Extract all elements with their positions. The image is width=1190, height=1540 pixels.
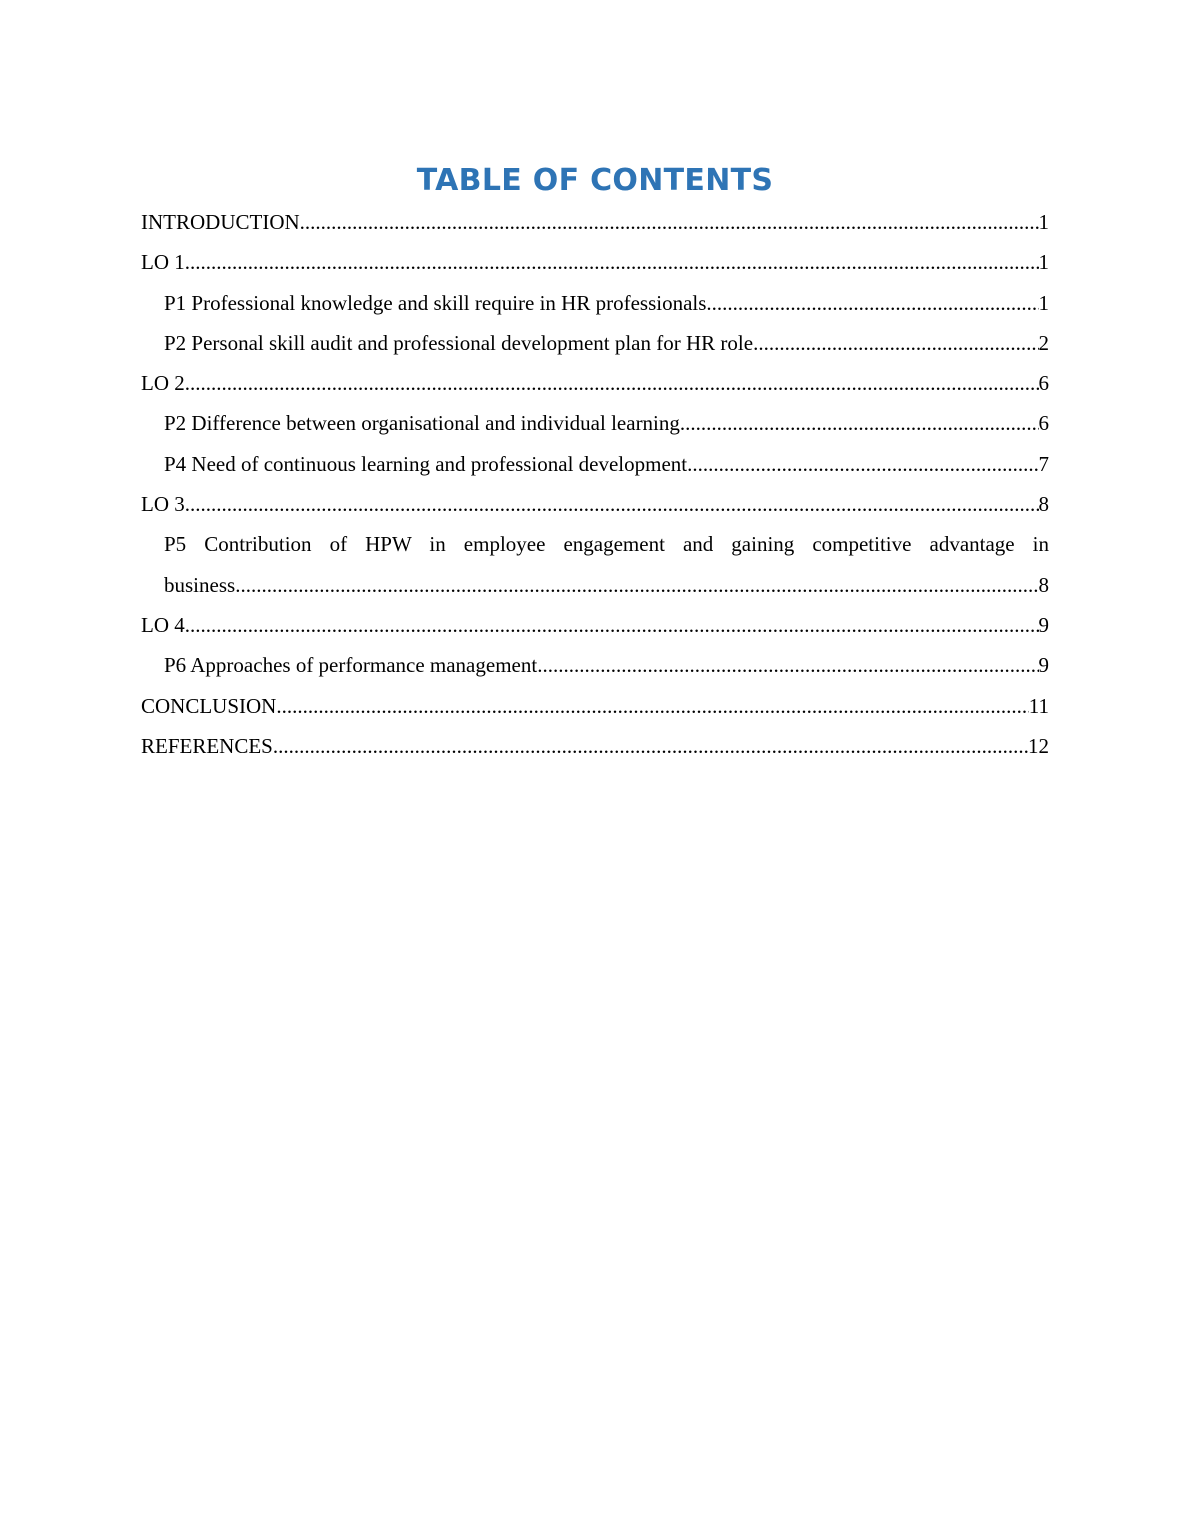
toc-page-number: 1 xyxy=(1038,210,1049,234)
toc-entry-p2-skill-audit[interactable] xyxy=(141,323,1049,363)
toc-entry-p1[interactable] xyxy=(141,283,1049,323)
toc-entry-lo3[interactable] xyxy=(141,484,1049,524)
toc-page-number: 11 xyxy=(1028,693,1049,718)
toc-entry-second-line xyxy=(164,565,1049,605)
toc-entry-label: P4 Need of continuous learning and professional development xyxy=(164,451,688,476)
toc-entry-p6[interactable] xyxy=(141,645,1049,685)
toc-page-number: 2 xyxy=(1038,330,1049,355)
dot-leader xyxy=(235,565,1038,605)
dot-leader xyxy=(185,242,1039,282)
dot-leader xyxy=(273,726,1028,766)
toc-list xyxy=(141,202,1049,766)
toc-entry-label: P1 Professional knowledge and skill require in HR professionals xyxy=(164,290,707,315)
toc-page-number: 9 xyxy=(1038,653,1049,678)
dot-leader xyxy=(680,403,1039,443)
toc-entry-conclusion[interactable] xyxy=(141,686,1049,726)
toc-entry-lo4[interactable] xyxy=(141,605,1049,645)
toc-entry-label: INTRODUCTION xyxy=(141,210,300,234)
dot-leader xyxy=(185,484,1039,524)
dot-leader xyxy=(537,645,1038,685)
toc-entry-introduction[interactable] xyxy=(141,202,1049,242)
dot-leader xyxy=(687,444,1038,484)
toc-entry-label: P2 Personal skill audit and professional development plan for HR role xyxy=(164,330,754,355)
toc-title: TABLE OF CONTENTS xyxy=(416,163,774,198)
toc-page-number: 7 xyxy=(1038,451,1049,476)
toc-entry-p4[interactable] xyxy=(141,444,1049,484)
toc-page-number: 6 xyxy=(1038,371,1049,396)
dot-leader xyxy=(185,605,1039,645)
toc-entry-p2-learning[interactable] xyxy=(141,403,1049,443)
toc-entry-label: REFERENCES xyxy=(141,733,273,758)
toc-page-number: 6 xyxy=(1038,411,1049,436)
toc-entry-label: P2 Difference between organisational and individual learning xyxy=(164,411,680,436)
toc-entry-p5[interactable] xyxy=(141,524,1049,605)
dot-leader xyxy=(276,686,1028,726)
toc-entry-label: CONCLUSION xyxy=(141,693,277,718)
toc-page-number: 1 xyxy=(1038,290,1049,315)
toc-entry-label-line1: P5 Contribution of HPW in employee engagement and gaining competitive advantage in xyxy=(164,532,1049,557)
toc-entry-label: LO 2 xyxy=(141,371,185,396)
toc-entry-lo2[interactable] xyxy=(141,363,1049,403)
toc-entry-references[interactable] xyxy=(141,726,1049,766)
toc-entry-label-line2: business xyxy=(164,572,236,597)
document-page xyxy=(141,160,1049,766)
dot-leader xyxy=(185,363,1039,403)
toc-entry-label: LO 4 xyxy=(141,612,185,637)
toc-entry-lo1[interactable] xyxy=(141,242,1049,282)
toc-page-number: 9 xyxy=(1038,612,1049,637)
dot-leader xyxy=(706,283,1038,323)
toc-entry-label: LO 3 xyxy=(141,492,185,517)
toc-entry-label: LO 1 xyxy=(141,250,185,275)
toc-entry-label: P6 Approaches of performance management xyxy=(164,653,538,678)
dot-leader xyxy=(300,202,1039,242)
toc-page-number: 8 xyxy=(1038,572,1049,597)
toc-page-number: 1 xyxy=(1038,250,1049,275)
dot-leader xyxy=(753,323,1038,363)
toc-page-number: 12 xyxy=(1028,733,1049,758)
toc-page-number: 8 xyxy=(1038,492,1049,517)
